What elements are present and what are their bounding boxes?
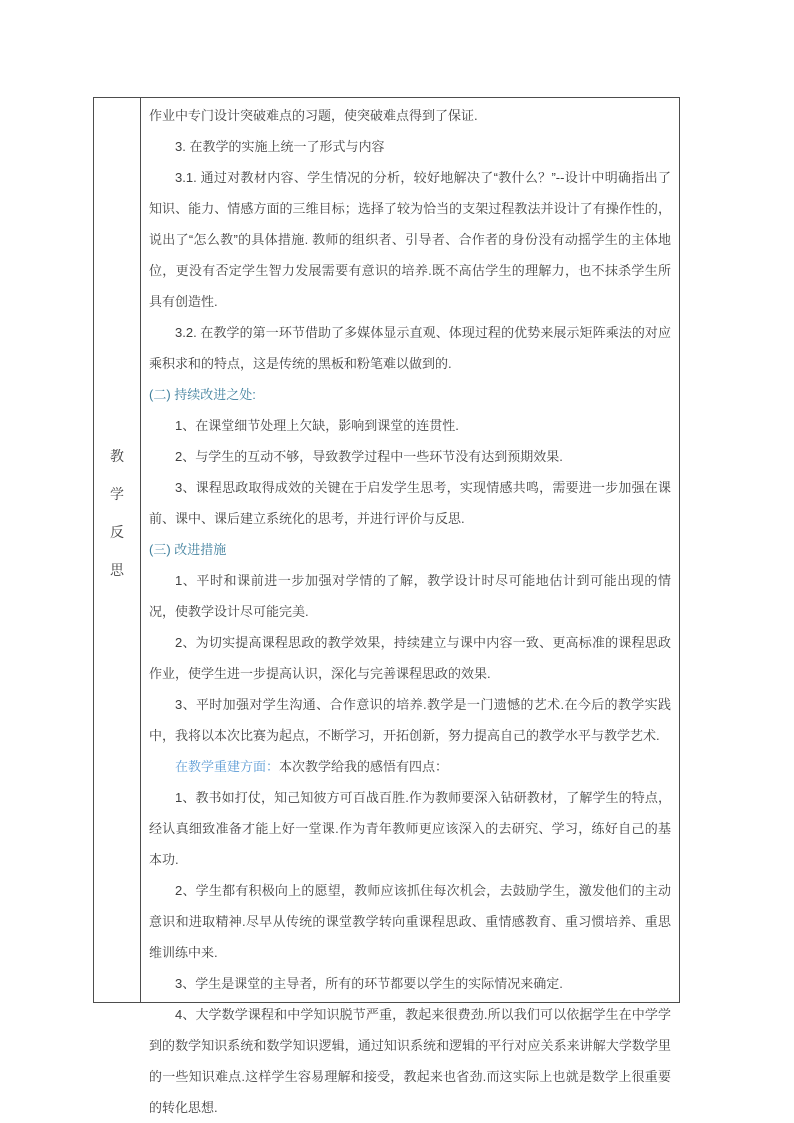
row-label-char: 反 bbox=[110, 523, 124, 540]
section-heading: (二) 持续改进之处: bbox=[149, 387, 256, 402]
paragraph: 1、教书如打仗，知己知彼方可百战百胜.作为教师要深入钻研教材，了解学生的特点，经认真细致准备才能上好一堂课.作为青年教师更应该深入的去研究、学习，练好自己的基本功. bbox=[149, 790, 671, 867]
row-label-char: 教 bbox=[110, 447, 124, 464]
paragraph-lead: 在教学重建方面： bbox=[175, 759, 280, 774]
paragraph: 3、学生是课堂的主导者，所有的环节都要以学生的实际情况来确定. bbox=[175, 976, 563, 991]
paragraph-text: 本次教学给我的感悟有四点： bbox=[279, 759, 449, 774]
paragraph bbox=[149, 751, 671, 782]
paragraph: 3. 在教学的实施上统一了形式与内容 bbox=[175, 139, 385, 154]
paragraph: 2、与学生的互动不够，导致教学过程中一些环节没有达到预期效果. bbox=[175, 449, 563, 464]
paragraph: 作业中专门设计突破难点的习题，使突破难点得到了保证. bbox=[149, 108, 478, 123]
section-heading: (三) 改进措施 bbox=[149, 542, 227, 557]
paragraph: 2、为切实提高课程思政的教学效果，持续建立与课中内容一致、更高标准的课程思政作业，使学生进一步提高认识，深化与完善课程思政的效果. bbox=[149, 635, 671, 681]
paragraph: 3.1. 通过对教材内容、学生情况的分析，较好地解决了“教什么？”--设计中明确指出了知识、能力、情感方面的三维目标；选择了较为恰当的支架过程教法并设计了有操作性的，说出了“怎么教”的具体措施. 教师的组织者、引导者、合作者的身份没有动摇学生的主体地位，更没有否定学生智力发展需要有意识的培养.既不高估学生的理解力，也不抹杀学生所具有创造性. bbox=[149, 170, 671, 309]
paragraph: 1、在课堂细节处理上欠缺，影响到课堂的连贯性. bbox=[175, 418, 459, 433]
row-label-char: 思 bbox=[110, 561, 124, 578]
paragraph: 4、大学数学课程和中学知识脱节严重，教起来很费劲.所以我们可以依据学生在中学学到的数学知识系统和数学知识逻辑，通过知识系统和逻辑的平行对应关系来讲解大学数学里的一些知识难点.这样学生容易理解和接受，教起来也省劲.而这实际上也就是数学上很重要的转化思想. bbox=[149, 1007, 671, 1115]
paragraph: 1、平时和课前进一步加强对学情的了解，教学设计时尽可能地估计到可能出现的情况，使教学设计尽可能完美. bbox=[149, 573, 671, 619]
paragraph: 2、学生都有积极向上的愿望，教师应该抓住每次机会，去鼓励学生，激发他们的主动意识和进取精神.尽早从传统的课堂教学转向重课程思政、重情感教育、重习惯培养、重思维训练中来. bbox=[149, 883, 671, 960]
paragraph: 3、平时加强对学生沟通、合作意识的培养.教学是一门遗憾的艺术.在今后的教学实践中，我将以本次比赛为起点，不断学习，开拓创新，努力提高自己的教学水平与教学艺术. bbox=[149, 697, 671, 743]
content-cell bbox=[141, 98, 679, 1115]
reflection-table bbox=[93, 97, 680, 1115]
row-label-cell bbox=[94, 98, 141, 1002]
row-label-char: 学 bbox=[110, 485, 124, 502]
paragraph: 3.2. 在教学的第一环节借助了多媒体显示直观、体现过程的优势来展示矩阵乘法的对应乘积求和的特点，这是传统的黑板和粉笔难以做到的. bbox=[149, 325, 671, 371]
paragraph: 3、课程思政取得成效的关键在于启发学生思考，实现情感共鸣，需要进一步加强在课前、课中、课后建立系统化的思考，并进行评价与反思. bbox=[149, 480, 671, 526]
